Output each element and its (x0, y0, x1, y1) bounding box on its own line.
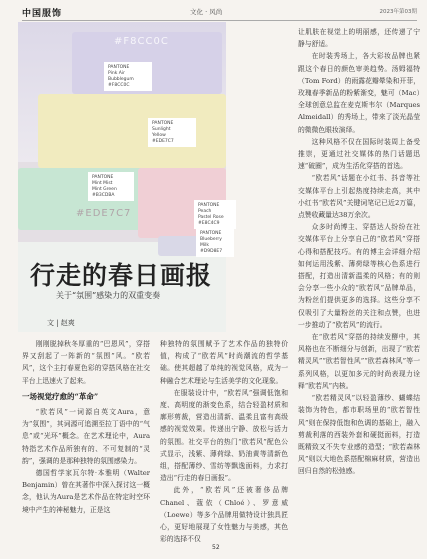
text-column-1 (22, 338, 150, 516)
issue-label: 2023年第03期 (379, 9, 417, 15)
paragraph: “欧若风”话题在小红书、抖音等社交媒体平台上引起热度持续走高，其中小红书“欧若风”关键词笔记已近2万篇，点赞收藏量达38万余次。 (298, 174, 420, 220)
swatch-tag-4: PANTONE Peach Pastel Rose #E8C4C9 (194, 200, 236, 229)
page-header (0, 0, 427, 24)
header-rule (22, 20, 417, 21)
section-label: 文化 · 风尚 (190, 8, 223, 16)
section-heading: 一场视觉疗愈的“革命” (22, 391, 99, 401)
paragraph: 刚刚脱掉秋冬厚重的“巴恩风”，穿搭界又刮起了一阵新的“氛围”风。“欧若风”，这个主打春夏色彩的穿搭风格在社交平台上迅速火了起来。 (22, 340, 150, 385)
text-column-2 (160, 338, 288, 544)
paragraph: 在“欧若风”穿搭的持续发酵中，其风格也在不断细分与创新，出现了“欧若精灵风”“欧若智性风”“欧若森林风”等一系列风格，以更加多元的时尚表现力诠释“欧若风”内核。 (298, 333, 420, 390)
paragraph: 种独特的氛围赋予了艺术作品的独特价值，构成了“欧若风”时尚潮流的哲学基础。使其超越了单纯的视觉风格，成为一种融合艺术理论与生活美学的文化现象。 (160, 340, 288, 385)
text-column-3 (298, 26, 420, 478)
swatch-tag-2: PANTONE Sunlight Yellow #EDE7C7 (148, 118, 196, 147)
paragraph: 众多时尚博主、穿搭达人纷纷在社交媒体平台上分享自己的“欧若风”穿搭心得和搭配技巧。有的博主会详细介绍如何运用浅紫、薄荷绿等核心色系进行搭配，打造出清新温柔的风格；有的则会分享一些小众的“欧若风”品牌单品，为粉丝们提供更多的选择。这些分享不仅吸引了大量粉丝的关注和点赞，也进一步推动了“欧若风”的流行。 (298, 223, 420, 329)
color-code-label-1: #F8CC0C (114, 36, 169, 47)
page-number: 52 (212, 544, 220, 551)
swatch-tag-3: PANTONE Mint Mist Mint Green #B3CDBA (88, 172, 134, 201)
article-byline: 文 | 赵爽 (47, 319, 75, 327)
paragraph: “欧若精灵风”以轻盈薄纱、蝴蝶结装饰为特色，都市职场里的“欧若智性风”则在保持低饱和色调的基础上，融入剪裁利落的西装外套和硬挺面料，打造既精致又不失专业感的造型；“欧若森林风”则以大地色系搭配棉麻材质，营造出回归自然的松弛感。 (298, 394, 420, 476)
paragraph: 让肌肤在视觉上的明丽感，还传递了宁静与舒适。 (298, 28, 420, 49)
paragraph: 此外，“欧若风”还被奢侈品牌Chanel、蔻依（Chloé）、罗意威（Loewe）等多个品牌用做特设计独具匠心，更好地展现了女性魅力与美感，其色彩的选择不仅 (160, 486, 288, 544)
paragraph: “欧若风”一词源自英文Aura，意为“氛围”，其词源可追溯至拉丁语中的“气息”或“光环”概念。在艺术理论中，Aura特指艺术作品所独有的、不可复制的“灵韵”，强调的是那种独特的氛围感染力。 (22, 408, 150, 465)
paragraph: 在服装设计中，“欧若风”强调低饱和度、高明度的渐变色系，结合轻盈材质和廓形剪裁，营造出清新、温柔且富有高级感的视觉效果。传递出宁静、放松与活力的氛围。社交平台的热门“欧若风”配色公式显示，浅紫、薄荷绿、奶油黄等清新色组，搭配薄纱、雪纺等飘逸面料，力求打造出“行走的春日画报”。 (160, 388, 288, 483)
paragraph: 这种风格不仅在国际时装周上备受推崇，更通过社交媒体的热门话题迅速“破圈”，成为生活化穿搭的首选。 (298, 137, 420, 171)
swatch-tag-5: PANTONE Blueberry Milk #D9D8E7 (196, 228, 234, 257)
color-code-label-2: #EDE7C7 (76, 208, 132, 219)
magazine-logo: 中国服饰 (22, 9, 63, 19)
swatch-tag-1: PANTONE Pink Air Bubblegum #F8CC0C (104, 62, 152, 91)
article-subtitle: 关于“氛围”感染力的双重变奏 (56, 291, 161, 300)
paragraph: 在时装秀场上，各大彩妆品牌也紧跟这个春日的颜色审美趋势。汤姆福特（Tom Ford）的雨露花瓣晕染和开菲，玫瑰春季新品的粉紫渐变，魅可（Mac）全球创意总监在麦克斯韦尔（Marques Almeidall）的秀场上，带来了淡光晶莹的微微色眼妆演绎。 (298, 52, 420, 134)
paragraph: 德国哲学家瓦尔特·本雅明（Walter Benjamin）曾在其著作中深入探讨这一概念，他认为Aura是艺术作品在特定时空环境中产生的神秘魅力，正是这 (22, 469, 150, 514)
article-title: 行走的春日画报 (30, 261, 213, 290)
yellow-color-card (38, 94, 226, 168)
